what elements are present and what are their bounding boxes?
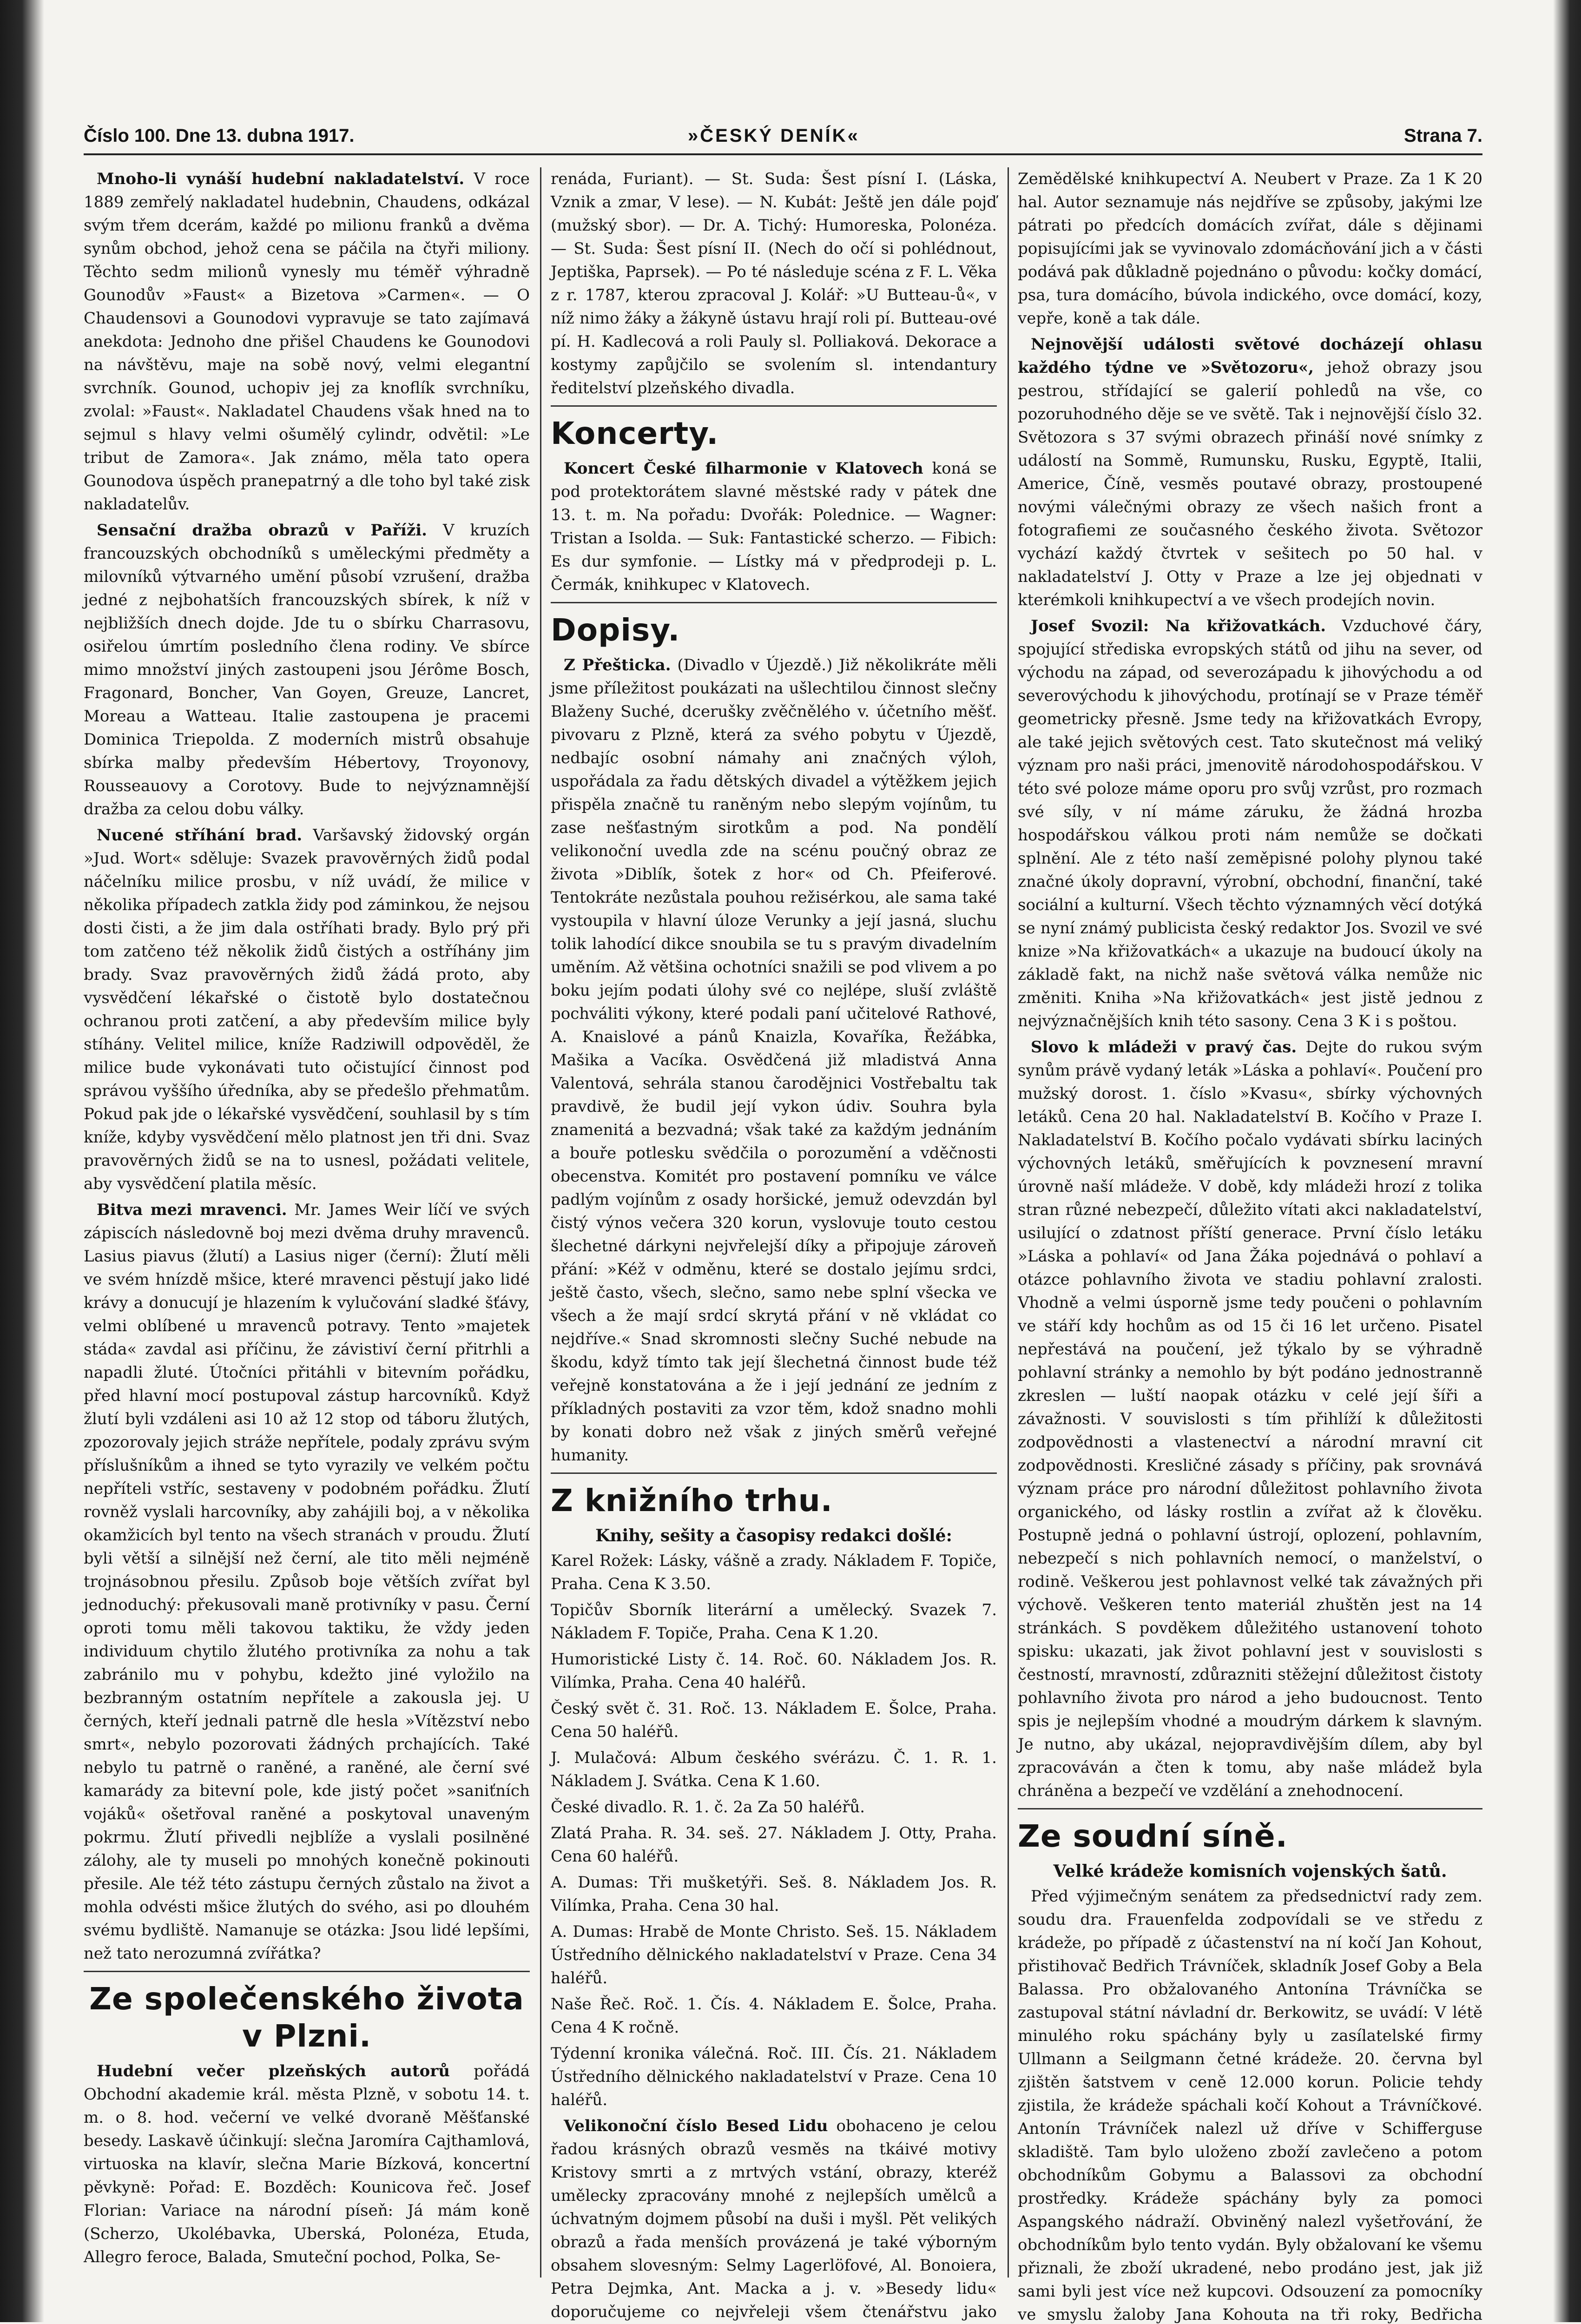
column-3 (1018, 167, 1483, 2324)
book-entry: Karel Rožek: Lásky, vášně a zrady. Nákladem F. Topiče, Praha. Cena K 3.50. (551, 1552, 997, 1593)
section-title-court: Ze soudní síně. (1018, 1818, 1288, 1854)
article-body: jehož obrazy jsou pestrou, střídající se galerií pohledů na vše, co pozoruhodného děje se ve světě. Tak i nejnovější číslo 32. Světozora s 37 svými obrazech přináší nové snímky z událostí na Sommě, Rumunsku, Rusku, Egyptě, Italii, Americe, Číně, vesměs poutavé obrazy, prostoupené novými válečnými obrazy ze všech našich front a fotografiemi ze současného českého života. Světozor vychází každý čtvrtek v sešitech po 50 hal. v nakladatelství J. Otty v Praze a lze jej objednati v kterémkoli knihkupectví a ve všech prodejích novin. (1018, 358, 1483, 609)
article-body: V kruzích francouzských obchodníků s uměleckými předměty a milovníků výtvarného umění působí vzrušení, dražba jedné z nejbohatších francouzských sbírek, k níž v nejbližších dnech dojde. Jde tu o sbírku Charrasovu, osiřelou úmrtím posledního člena rodiny. Ve sbírce mimo množství jiných zastoupeni jsou Jérôme Bosch, Fragonard, Boncher, Van Goyen, Greuze, Lancret, Moreau a Watteau. Italie zastoupena je pracemi Dominica Triepolda. Z moderních mistrů obsahuje sbírka malby především Hébertovy, Troyonovy, Rousseauovy a Corotovy. Bude to nejvýznamnější dražba za celou dobu války. (84, 521, 530, 819)
article-youth (1018, 1036, 1482, 1802)
newspaper-page (84, 116, 1483, 2324)
article-court-theft: Před výjimečným senátem za předsednictví rady zem. soudu dra. Frauenfelda zodpovídali se ve středu z krádeže, po případě z účastenství na ní kočí Jan Kohout, přistihovač Bedřich Trávníček, skladník Josef Goby a Bela Balassa. Pro obžalovaného Antonína Trávníčka se zastupoval státní návladní dr. Berkowitz, se uvádí: V létě minulého roku spáchány byly u zasílatelské firmy Ullmann a Seilgmann četné krádeže. 20. června byl zjištěn šatstvem v ceně 12.000 korun. Policie tehdy zjistila, že krádeže spáchali kočí Kohout a Trávníčkové. Antonín Trávníček nalezl už dříve v Schifferguse skladiště. Tam bylo uloženo zboží zavlečeno a potom obchodníkům Gobymu a Balassovi za obchodní prostředky. Krádeže spáchány byly za pomoci Aspangského nádraží. Obviněný nalezl vyšetřování, že obchodníkům bylo tento vydán. Byly obžalovaní ke všemu přiznali, že zboží ukradené, nebo prodáno jest, jak již sami byli jest více než kupcovi. Odsouzení za pomocníky ve smyslu žaloby Jana Kohouta na tři roky, Bedřicha (1018, 1887, 1482, 2324)
books-subheading: Knihy, sešity a časopisy redakci došlé: (595, 1526, 952, 1545)
article-body: V roce 1889 zemřelý nakladatel hudebnin, Chaudens, odkázal svým třem dcerám, každé po milionu franků a dvěma synům obchod, jehož cena se páčila na čtyři miliony. Těchto sedm milionů vynesly mu téměř výhradně Gounodův »Faust« a Bizetova »Carmen«. — O Chaudensovi a Gounodovi vypravuje se tato zajímavá anekdota: Jednoho dne přišel Chaudens ke Gounodovi na návštěvu, maje na sobě nový, velmi elegantní svrchník. Gounod, uchopiv jej za knoflík svrchníku, zvolal: »Faust«. Nakladatel Chaudens však hned na to sejmul s hlavy velmi ošumělý cylindr, odvětil: »Le tribut de Zamora«. Jak známo, měla tato opera Gounodova úspěch pranepatrný a dle toho byl také zisk nakladatelův. (84, 170, 530, 514)
article-besedy-lidu (551, 2114, 997, 2324)
issue-date: Číslo 100. Dne 13. dubna 1917. (84, 125, 355, 146)
page-number: Strana 7. (1404, 125, 1482, 146)
article-prestice (551, 654, 997, 1467)
article-body: koná se pod protektorátem slavné městské rady v pátek dne 13. t. m. Na pořadu: Dvořák: Polednice. — Wagner: Tristan a Isolda. — Suk: Fantastické scherzo. — Fibich: Es dur symfonie. — Lístky má v předprodeji p. L. Čermák, knihkupec v Klatovech. (551, 459, 997, 594)
article-music-evening (84, 2060, 530, 2269)
article-beard-cutting (84, 824, 530, 1195)
column-rule-1 (540, 167, 541, 2278)
section-title-social-life: Ze společenského života v Plzni. (89, 1981, 524, 2054)
article-headline: Hudební večer plzeňských autorů (97, 2062, 450, 2080)
article-headline: Nejnovější události světové docházejí ohlasu každého týdne ve »Světozoru«, (1018, 335, 1482, 377)
article-body: Varšavský židovský orgán »Jud. Wort« sděluje: Svazek pravověrných židů podal náčelníku milice prosbu, v níž uvádí, že milice v několika případech zatkla židy pod záminkou, že nejsou dosti čisti, a že jim dala ostříhati brady. Bylo prý při tom zatčeno též několik židů čistých a ostříhány jim brady. Svaz pravověrných židů žádá proto, aby vysvědčení lékařské o čistotě bylo dostatečnou ochranou proti zatčení, a aby především milice byly stíhány. Velitel milice, kníže Radziwill odpověděl, že milice bude vykonávati tuto očistující činnost pod správou vyššího úředníka, aby se předešlo přehmatům. Pokud pak jde o lékařské vysvědčení, souhlasil by s tím kníže, kdyby vysvědčení mělo platnost jen tři dni. Svaz pravověrných židů se na to usnesl, požádati velitele, aby vysvědčení platila měsíc. (84, 826, 530, 1193)
article-continuation: Zemědělské knihkupectví A. Neubert v Praze. Za 1 K 20 hal. Autor seznamuje nás nejdříve se způsoby, jakými lze pátrati po předcích domácích zvířat, dále s dějinami popisujícími jak se vyvinovalo zdomácňování jich a v části podává pak důkladně pojednáno o původu: kočky domácí, psa, tura domácího, búvola indického, ovce domácí, kozy, vepře, koně a tak dále. (1018, 170, 1482, 328)
book-entry: Týdenní kronika válečná. Roč. III. Čís. 21. Nákladem Ústředního dělnického nakladatelství v Praze. Cena 10 haléřů. (551, 2044, 997, 2109)
scan-border-right (1553, 0, 1581, 2322)
article-headline: Z Přešticka. (564, 656, 671, 674)
masthead (84, 116, 1482, 155)
divider (551, 602, 997, 603)
divider (551, 405, 997, 407)
divider (551, 1472, 997, 1474)
book-entry: A. Dumas: Hrabě de Monte Christo. Seš. 15. Nákladem Ústředního dělnického nakladatelství v Praze. Cena 34 haléřů. (551, 1922, 997, 1987)
article-headline: Sensační dražba obrazů v Paříži. (97, 521, 428, 540)
article-headline: Slovo k mládeži v pravý čas. (1031, 1038, 1297, 1056)
book-entry: Naše Řeč. Roč. 1. Čís. 4. Nákladem E. Šolce, Praha. Cena 4 K ročně. (551, 1995, 997, 2037)
book-entry: České divadlo. R. 1. č. 2a Za 50 haléřů. (551, 1798, 865, 1816)
article-body: pořádá Obchodní akademie král. města Plzně, v sobotu 14. t. m. o 8. hod. večerní ve velké dvoraně Měšťanské besedy. Laskavě účinkují: slečna Jaromíra Cajthamlová, virtuoska na klavír, slečna Marie Bízková, koncertní pěvkyně: Pořad: E. Bozděch: Kounicova řeč. Josef Florian: Variace na národní píseň: Já mám koně (Scherzo, Ukolébavka, Uberská, Polonéza, Etuda, Allegro feroce, Balada, Smuteční pochod, Polka, Se- (84, 2062, 530, 2266)
article-headline: Mnoho-li vynáší hudební nakladatelství. (97, 170, 465, 188)
book-entry: Český svět č. 31. Roč. 13. Nákladem E. Šolce, Praha. Cena 50 haléřů. (551, 1699, 997, 1741)
article-body: Mr. James Weir líčí ve svých zápiscích následovně boj mezi dvěma druhy mravenců. Lasius piavus (žlutí) a Lasius niger (černí): Žlutí měli ve svém hnízdě mšice, které mravenci pěstují jako lidé krávy a donucují je hlazením k vylučování sladké šťávy, velmi oblíbené u mravenců potravy. Tento »majetek stáda« zavdal asi příčinu, že závistiví černí přitrhli a napadli žluté. Útočníci přitáhli v bitevním pořádku, před hlavní mocí postupoval zástup harcovníků. Když žlutí byli vzdáleni asi 10 až 12 stop od táboru žlutých, zpozorovaly jejich stráže nepřítele, podaly zprávu svým příslušníkům a ihned se tyto vyrazily ve velkém počtu nepříteli vstříc, sestaveny v podobném pořádku. Žlutí rovněž vyslali harcovníky, aby zahájili boj, a v několika okamžicích byl tento na všech stranách v proudu. Žlutí byli větší a silnější než černí, ale tito měli nejméně trojnásobnou přesilu. Způsob boje větších zvířat byl jednoduchý: překusovali maně protivníky v pasu. Černí oproti tomu měli takovou taktiku, že vždy jeden individuum chytilo žlutého protivníka za nohu a tak zabránilo mu v pohybu, kdežto jiné vyložilo na bezbranným ostatním nepřítele a zakousla jej. U černých, kteří jednali patrně dle hesla »Vítězství nebo smrt«, nebylo pozorovati žádných prchajících. Také nebylo tu patrně o raněné, a raněné, ale černí své kamarády za bitevní pole, kde jistý počet »saniťních vojáků« ošetřoval raněné a poskytoval unaveným pokrmu. Žlutí přivedli nejblíže a vyslali posilněné zálohy, ale ty museli po mnohých konečně pokinouti přesile. Ale též této zástupu černých zůstalo na život a mohla odvésti mšice žlutých do svého, asi po dlouhém svému bydliště. Namanuje se otázka: Jsou lidé lepšími, než tato nerozumná zvířátka? (84, 1201, 530, 1963)
section-title-book-market: Z knižního trhu. (551, 1483, 833, 1519)
book-entry: A. Dumas: Tři mušketýři. Seš. 8. Nákladem Jos. R. Vilímka, Praha. Cena 30 hal. (551, 1873, 997, 1915)
article-art-auction (84, 519, 530, 821)
article-headline: Koncert České filharmonie v Klatovech (564, 459, 923, 478)
article-crossroads (1018, 614, 1482, 1033)
article-body: Vzduchové čáry, spojující střediska evropských států od jihu na sever, od východu na západ, od severozápadu k jihovýchodu a od severovýchodu k jihovýchodu, protínají se v Praze téměř geometricky přesně. Jsme tedy na křižovatkách Evropy, ale také jejich světových cest. Tato skutečnost má veliký význam pro naši práci, jmenovitě národohospodářskou. V této své poloze máme oporu pro svůj vzrůst, pro rozmach své síly, v ní máme záruku, že žádná hrozba hospodářskou válkou proti nám nemůže se dočkati splnění. Ale z této naší zeměpisné polohy plynou také značné úkoly dopravní, výrobní, obchodní, finanční, také sociální a kulturní. Všech těchto významných věcí dotýká se nyní známý publicista český redaktor Jos. Svozil ve své knize »Na křižovatkách« a ukazuje na budoucí úkoly na základě fakt, na nichž naše světová válka nemůže nic změniti. Kniha »Na křižovatkách« jest jistě jednou z nejvýznačnějších knih této sasony. Cena 3 K i s poštou. (1018, 617, 1483, 1030)
divider (84, 1971, 530, 1972)
article-continuation: renáda, Furiant). — St. Suda: Šest písní I. (Láska, Vznik a zmar, V lese). — N. Kubát: Ještě jen dále pojď (mužský sbor). — Dr. A. Tichý: Humoreska, Polonéza. — St. Suda: Šest písní II. (Nech do očí si pohlédnout, Jeptiška, Paprsek). — Po té následuje scéna z F. L. Věka z r. 1787, kterou zpracoval J. Kolář: »U Butteau-ů«, v níž nimo žáky a žákyně ústavu hrají roli pí. Butteau-ové pí. H. Kadlecová a roli Pauly sl. Polliaková. Dekorace a kostymy zapůjčilo se svolením sl. intendantury ředitelství plzeňského divadla. (551, 170, 997, 397)
court-subheading: Velké krádeže komisních vojenských šatů. (1053, 1862, 1447, 1881)
section-title-concerts: Koncerty. (551, 416, 719, 451)
section-title-letters: Dopisy. (551, 612, 680, 648)
article-body: (Divadlo v Újezdě.) Již několikráte měli jsme příležitost poukázati na ušlechtilou činnost slečny Blaženy Suché, dcerušky zvěčnělého v. účetního měšť. pivovaru z Plzně, která za svého pobytu v Újezdě, nedbajíc osobní námahy ani značných výloh, uspořádala za řadu dětských divadel a výtěžkem jejich přispěla značně tu raněným nebo slepým vojínům, tu zase nešťastným sirotkům a pod. Na pondělí velikonoční uvedla zde na scénu poučný obraz ze života »Diblík, šotek z hor« od Ch. Pfeiferové. Tentokráte nezůstala pouhou režisérkou, ale sama také vystoupila v hlavní úloze Verunky a její jasná, sluchu tolik lahodící dikce snoubila se tu s pravým divadelním uměním. Až většina ochotníci snažili se pod vlivem a po boku jejím podati úlohy své co nejlépe, sluší zvláště pochváliti výkony, které podali paní učitelové Rathové, A. Knaislové a pánů Knaizla, Kovaříka, Řežábka, Mašika a Vacíka. Osvědčená již mladistvá Anna Valentová, sehrála stanou čarodějnici Vostřebaltu tak pravdivě, že budil její vykon údiv. Souhra byla znamenitá a bezvadná; však také za každým jednáním a bouře potlesku svědčila o porozumění a vděčnosti obecenstva. Komitét pro postavení pomníku ve válce padlým vojínům z osady horšické, jemuž odevzdán byl čistý výnos večera 320 korun, vyslovuje touto cestou šlechetné dárkyni nejvřelejší díky a připojuje zároveň přání: »Kéž v odměnu, které se dostalo jejímu srdci, ještě často, všech, slečno, samo nebe splní všecka ve všech a že mají srdcí skrytá přání v ně vkládat co nejdříve.« Snad skromnosti slečny Suché nebude na škodu, když tímto tak její šlechetná činnost bude též veřejně konstatována a že i její jednání ze jedním z příkladných postaviti za vzor těm, kdož snadno mohli by konati dobro než však z jiných směrů veřejné humanity. (551, 656, 997, 1465)
article-svetozor (1018, 333, 1482, 612)
divider (1018, 1808, 1482, 1809)
article-headline: Bitva mezi mravenci. (97, 1201, 287, 1219)
book-entry: Zlatá Praha. R. 34. seš. 27. Nákladem J. Otty, Praha. Cena 60 haléřů. (551, 1824, 997, 1866)
article-ant-battle (84, 1198, 530, 1965)
article-philharmonic (551, 457, 997, 596)
column-rule-2 (1008, 167, 1009, 2278)
article-music-publisher (84, 167, 530, 516)
scan-border-left (0, 0, 44, 2322)
article-headline: Velikonoční číslo Besed Lidu (564, 2117, 828, 2135)
article-headline: Josef Svozil: Na křižovatkách. (1031, 617, 1326, 635)
column-1 (84, 167, 530, 2287)
column-2 (551, 167, 997, 2321)
article-body: obohaceno je celou řadou krásných obrazů vesměs na tkáivé motivy Kristovy smrti a z mrtvých vstání, obrazy, kteréž umělecky zpracovány mnohé z nejlepších umělců a úchvatným dojmem působí na duši i myšl. Pět velikých obrazů a řada menších provázená je také výborným obsahem slovesným: Selmy Lagerlöfové, Al. Bonoiera, Petra Dejmka, Ant. Macka a j. v. »Besedy lidu« doporučujeme co nejvřeleji všem čtenářstvu jako (551, 2117, 997, 2321)
newspaper-title: »ČESKÝ DENÍK« (688, 125, 860, 146)
book-entry: Topičův Sborník literární a umělecký. Svazek 7. Nákladem F. Topiče, Praha. Cena K 1.20. (551, 1601, 997, 1643)
article-body: Dejte do rukou svým synům právě vydaný leták »Láska a pohlaví«. Poučení pro mužský dorost. 1. číslo »Kvasu«, sbírky výchovných letáků. Cena 20 hal. Nakladatelství B. Kočího v Praze I. Nakladatelství B. Kočího počalo vydávati sbírku laciných výchovných letáků, směřujících k povznesení mravní úrovně naší mládeže. V době, kdy mládeži hrozí z tolika stran různé nebezpečí, důležito vítati akci nakladatelství, usilující o zdatnost příští generace. První číslo letáku »Láska a pohlaví« od Jana Žáka pojednává o pohlaví a otázce pohlavního života ve stadiu pohlavní zralosti. Vhodně a velmi úsporně jsme tedy poučeni o pohlavním ve stáří kdy hochům as od 15 či 16 let určeno. Pisatel nepřestává na poučení, jež týkalo by se výhradně pohlavní stránky a nemohlo by být podáno jednostranně zkreslen — luští naopak otázku v celé její šíři a závažnosti. V souvislosti s tím přihlíží k důležitosti zodpovědnosti a vlastenectví a národní mravní cit zodpovědnosti. Kresličné zásady s příčiny, pak srovnává význam práce pro národní důležitost pohlavního života organického, od lásky rostlin a zvířat až k člověku. Postupně jedná o pohlavní ústrojí, oplození, pohlavním, nebezpečí s nich pohlavních nemocí, o manželství, o rodině. Veškerou jest pohlavnost velké tak závažných při výchově. Veškeren tento materiál zhuštěn jest na 14 stránkách. S povděkem důležitého ustanovení tohoto spisku: ukazati, jak život pohlavní jest v souvislosti s čestností, mravností, zdůrazniti stěžejní důležitost čistoty pohlavního života pro národ a jeho budoucnost. Tento spis je nejlepším vhodné a moudrým dárkem k slavným. Je nutno, aby ukázal, nejopravdivějším dílem, aby byl zpracováván a čten k tomu, aby naše mládež byla chráněna a bezpečí ve vzdělání a znehodnocení. (1018, 1038, 1483, 1800)
book-entry: J. Mulačová: Album českého svérázu. Č. 1. R. 1. Nákladem J. Svátka. Cena K 1.60. (551, 1749, 997, 1790)
book-entry: Humoristické Listy č. 14. Roč. 60. Nákladem Jos. R. Vilímka, Praha. Cena 40 haléřů. (551, 1650, 997, 1692)
article-headline: Nucené stříhání brad. (97, 826, 303, 845)
